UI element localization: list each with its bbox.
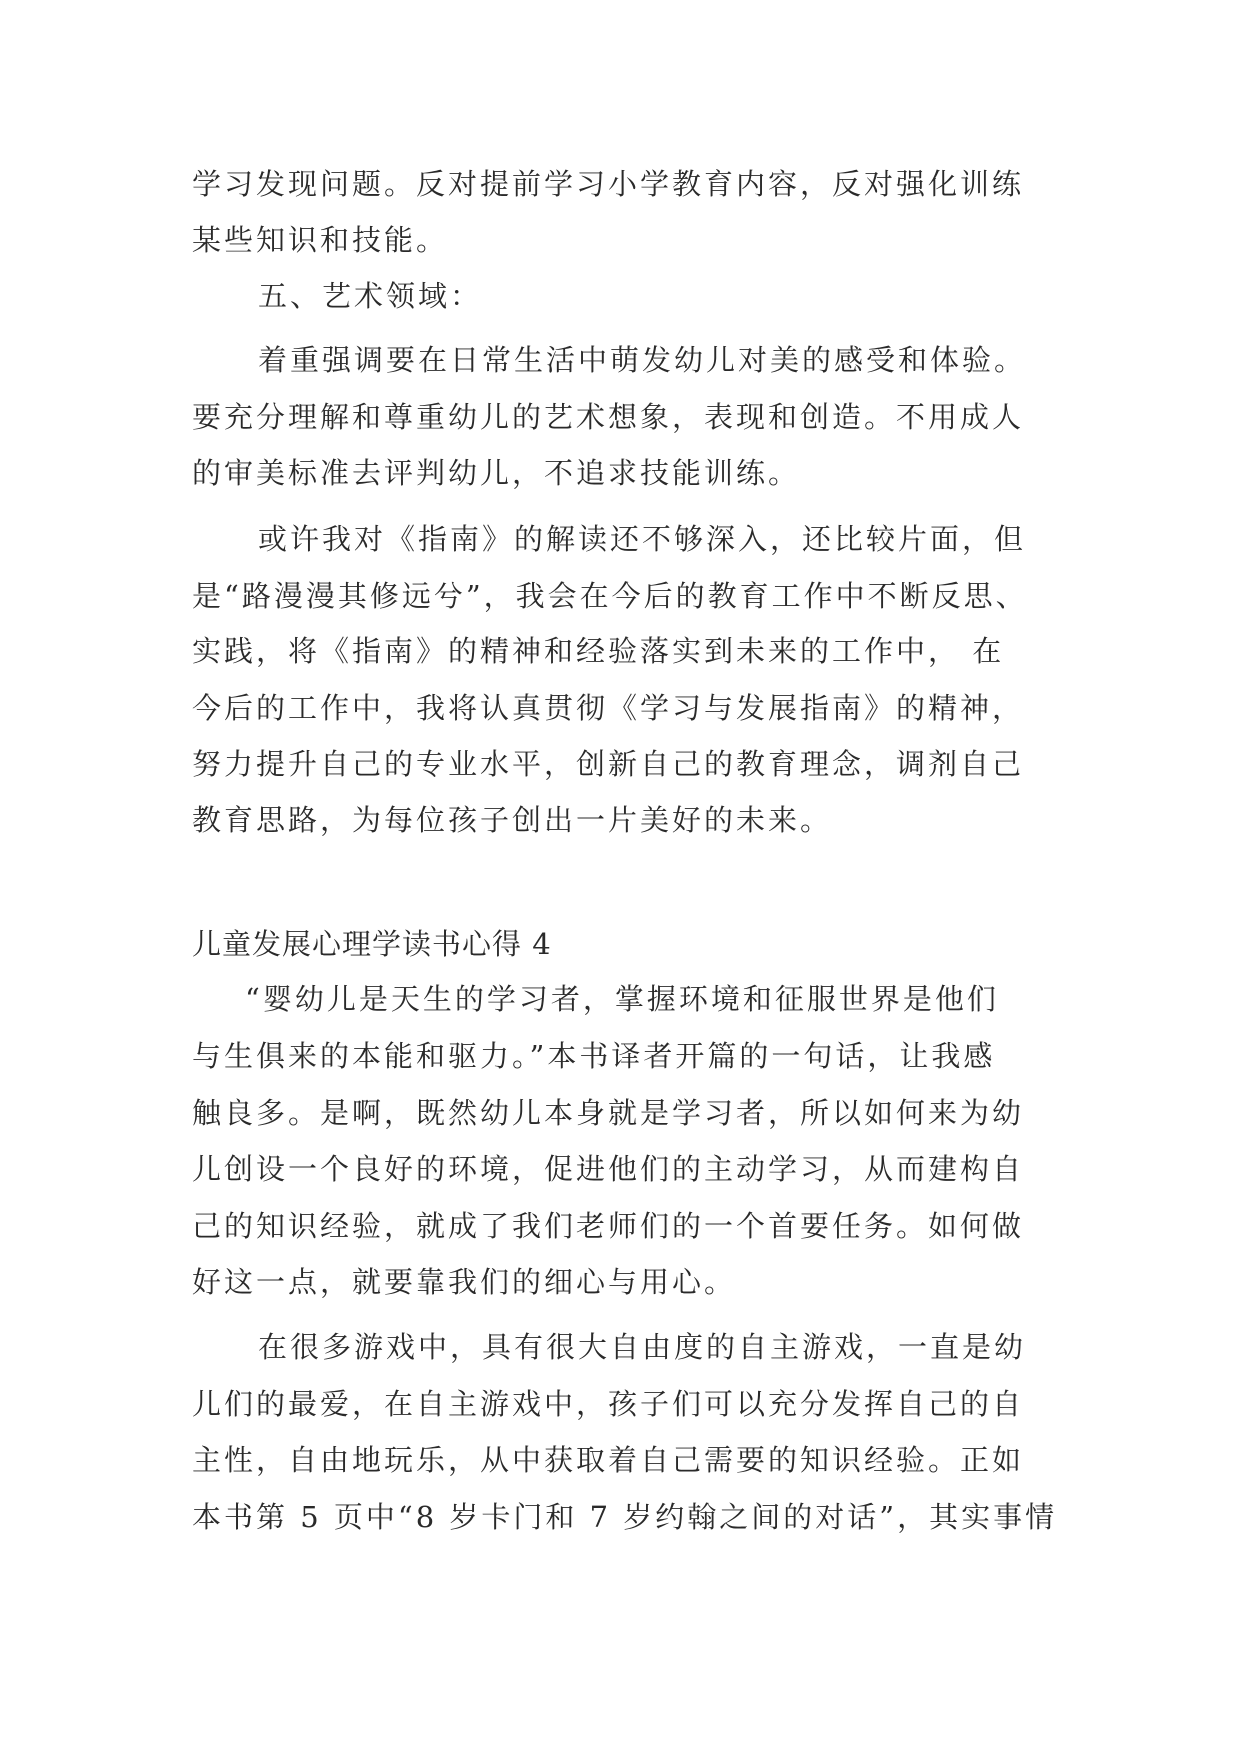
- text-line: 己的知识经验，就成了我们老师们的一个首要任务。如何做: [192, 1209, 1025, 1243]
- text-line: 实践，将《指南》的精神和经验落实到未来的工作中， 在: [192, 634, 1005, 668]
- text-line: 儿们的最爱，在自主游戏中，孩子们可以充分发挥自己的自: [192, 1387, 1025, 1421]
- text-line: 与生俱来的本能和驱力。”本书译者开篇的一句话，让我感: [192, 1039, 996, 1073]
- text-line: 某些知识和技能。: [192, 223, 449, 257]
- text-line: 触良多。是啊，既然幼儿本身就是学习者，所以如何来为幼: [192, 1096, 1025, 1130]
- text-line: 努力提升自己的专业水平，创新自己的教育理念，调剂自己: [192, 747, 1025, 781]
- text-line: 教育思路，为每位孩子创出一片美好的未来。: [192, 803, 833, 837]
- section-title: 儿童发展心理学读书心得 4: [192, 927, 552, 961]
- text-line: 主性，自由地玩乐，从中获取着自己需要的知识经验。正如: [192, 1443, 1025, 1477]
- text-line: 是“路漫漫其修远兮”，我会在今后的教育工作中不断反思、: [192, 579, 1028, 613]
- text-line: 在很多游戏中，具有很大自由度的自主游戏，一直是幼: [258, 1330, 1027, 1364]
- text-line: 本书第 5 页中“8 岁卡门和 7 岁约翰之间的对话”，其实事情: [192, 1500, 1058, 1534]
- text-line: 今后的工作中，我将认真贯彻《学习与发展指南》的精神，: [192, 691, 1025, 725]
- text-line: 要充分理解和尊重幼儿的艺术想象，表现和创造。不用成人: [192, 400, 1025, 434]
- text-line: 或许我对《指南》的解读还不够深入，还比较片面，但: [258, 522, 1027, 556]
- text-line: “婴幼儿是天生的学习者，掌握环境和征服世界是他们: [245, 982, 999, 1016]
- section-heading: 五、艺术领域：: [258, 279, 483, 313]
- text-line: 学习发现问题。反对提前学习小学教育内容，反对强化训练: [192, 167, 1025, 201]
- text-line: 儿创设一个良好的环境，促进他们的主动学习，从而建构自: [192, 1152, 1025, 1186]
- text-line: 的审美标准去评判幼儿，不追求技能训练。: [192, 456, 801, 490]
- text-line: 好这一点，就要靠我们的细心与用心。: [192, 1265, 737, 1299]
- text-line: 着重强调要在日常生活中萌发幼儿对美的感受和体验。: [258, 343, 1027, 377]
